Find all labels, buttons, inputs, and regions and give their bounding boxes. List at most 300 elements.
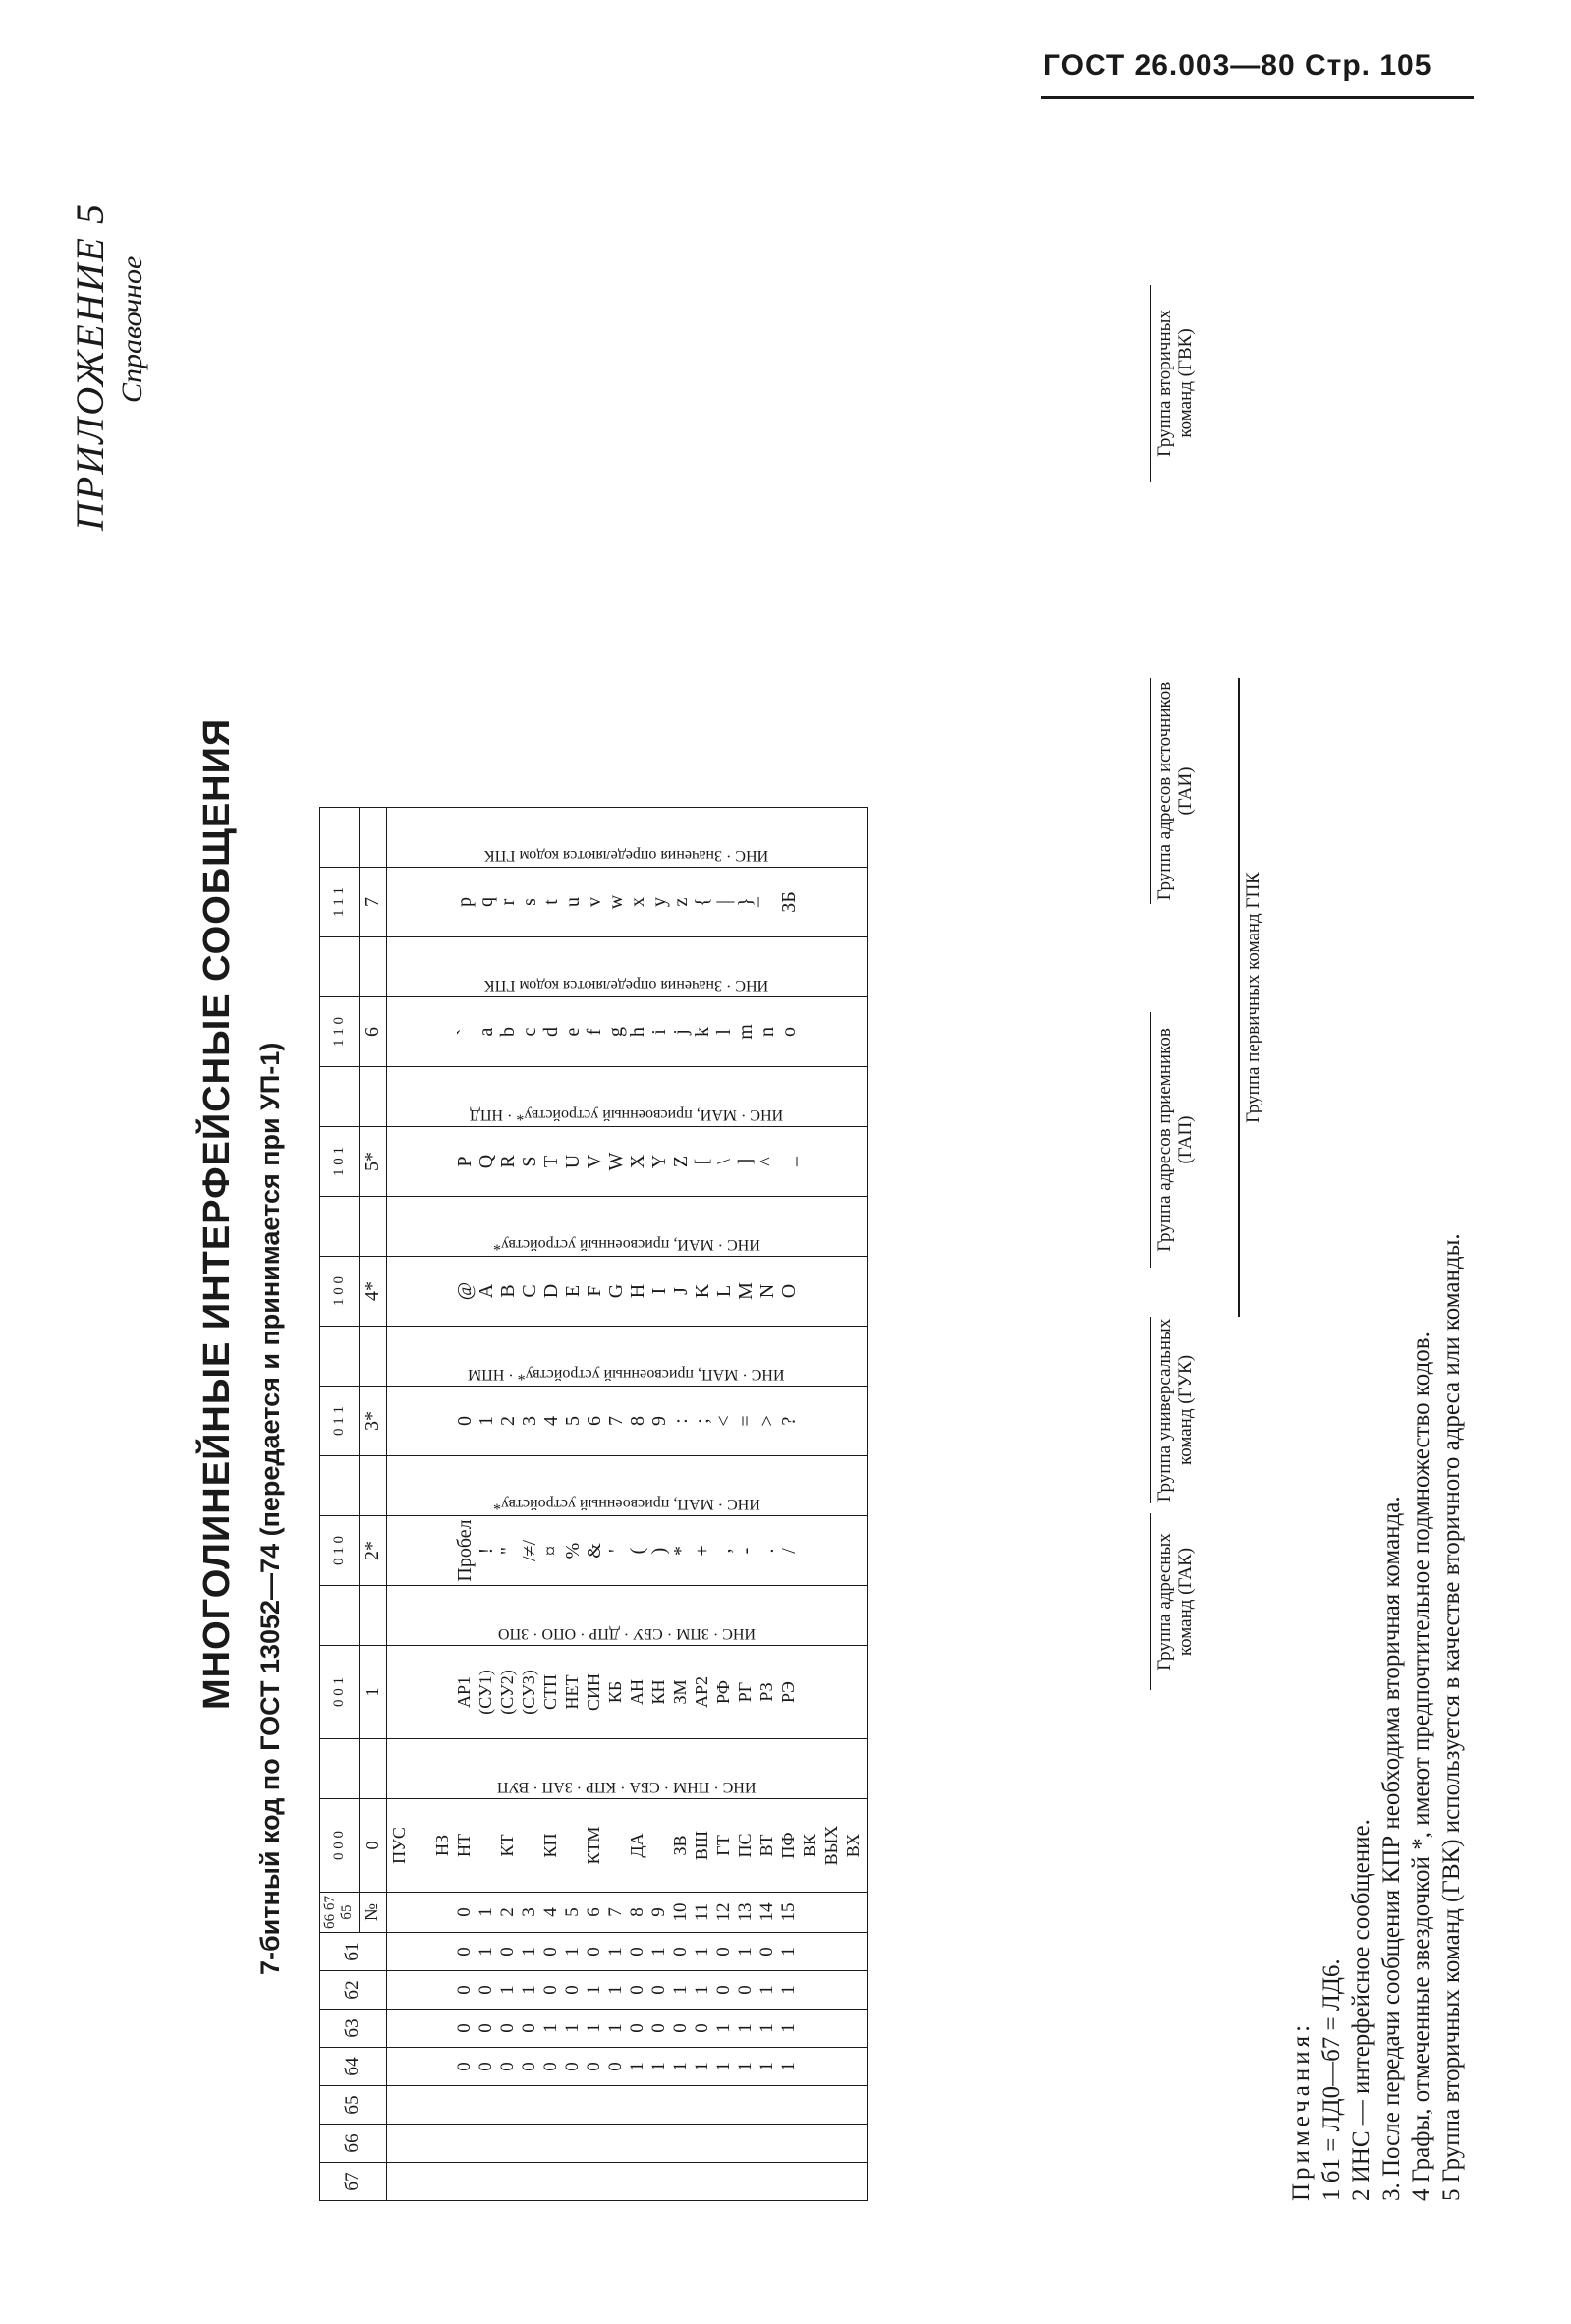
- bit-value: [692, 2089, 713, 2121]
- character-code: 1: [475, 1416, 497, 1426]
- bit-value: [476, 2127, 497, 2159]
- bit-column: [386, 1971, 867, 2010]
- bit-value: [692, 2166, 713, 2197]
- row-numbers: [386, 1893, 867, 1933]
- bit-value: [757, 2089, 778, 2121]
- command-code: НЗ: [431, 1834, 452, 1857]
- character-code: t: [539, 899, 562, 905]
- ins-text: ИНС · МАИ, присвоенный устройству* · НПД: [469, 1106, 784, 1123]
- character-code: +: [691, 1545, 713, 1557]
- bit-header: б6: [320, 2125, 387, 2163]
- group-label: Группа адресов приемников (ГАП): [1150, 1012, 1197, 1268]
- bit-value: 1: [518, 1985, 539, 1995]
- bit-value: 0: [691, 2023, 712, 2033]
- group-label: Группа универсальных команд (ГУК): [1150, 1317, 1197, 1503]
- bit-value: [670, 2166, 692, 2197]
- row-number: 2: [496, 1907, 518, 1917]
- group-labels: [1150, 118, 1287, 1690]
- character-code: D: [539, 1283, 562, 1299]
- character-code: -: [734, 1547, 757, 1555]
- bit-value: 1: [712, 2023, 734, 2033]
- column-number: [359, 1327, 386, 1387]
- group-label: Группа вторичных команд (ГВК): [1150, 285, 1197, 482]
- character-column: [386, 1387, 867, 1456]
- character-code: O: [777, 1283, 800, 1299]
- ins-column: [386, 1456, 867, 1516]
- character-code: q: [475, 897, 497, 907]
- character-code: =: [734, 1415, 757, 1427]
- ins-text: ИНС · Значения определяются кодом ГПК: [483, 977, 769, 993]
- character-code: P: [453, 1156, 476, 1167]
- column-bits: 1 1 1: [320, 868, 360, 937]
- bit-value: 0: [669, 1947, 691, 1956]
- bit-value: [627, 2089, 648, 2121]
- bit-value: 0: [604, 2062, 626, 2071]
- bit-header: б3: [320, 2010, 387, 2048]
- character-code: I: [647, 1287, 670, 1295]
- character-code: {: [691, 897, 713, 907]
- character-code: ?: [777, 1416, 800, 1426]
- character-code: p: [453, 897, 476, 907]
- character-code: @: [453, 1281, 476, 1301]
- note-item: 3. После передачи сообщения КПР необходима вторичная команда.: [1377, 1496, 1405, 2201]
- bit-value: 1: [777, 1947, 799, 1956]
- bit-value: 1: [777, 1985, 799, 1995]
- bit-value: 0: [539, 2062, 561, 2071]
- column-number: 3*: [359, 1387, 386, 1456]
- character-code: ): [647, 1547, 670, 1555]
- character-code: 8: [626, 1416, 648, 1426]
- character-code: B: [496, 1284, 519, 1298]
- bit-value: [476, 2166, 497, 2197]
- bit-column: [386, 2086, 867, 2125]
- bit-value: 1: [475, 1947, 496, 1956]
- character-code: o: [777, 1027, 800, 1037]
- column-bits: [320, 1327, 360, 1387]
- appendix-subtitle: Справочное: [116, 255, 148, 403]
- bit-value: [713, 2089, 735, 2121]
- character-code: 2: [496, 1416, 519, 1426]
- character-code: z: [669, 897, 692, 907]
- character-column: [386, 997, 867, 1067]
- bit-value: [605, 2127, 627, 2159]
- character-code: G: [604, 1283, 627, 1299]
- bit-value: 1: [583, 2023, 604, 2033]
- command-code: [411, 1802, 432, 1889]
- column-number: 0: [359, 1799, 386, 1893]
- column-bits: 0 1 0: [320, 1516, 360, 1586]
- row-number: 4: [539, 1907, 561, 1917]
- bit-value: 1: [691, 2062, 712, 2071]
- command-code: ГТ: [712, 1835, 733, 1856]
- ins-text: ИНС · ЗПМ · СБУ · ДПР · ОПО · ЗПО: [497, 1625, 756, 1642]
- character-code: !: [475, 1547, 497, 1555]
- bit-value: 0: [475, 2062, 496, 2071]
- command-code: ВШ: [691, 1830, 711, 1861]
- bit-value: [519, 2089, 540, 2121]
- bit-value: 1: [647, 1947, 669, 1956]
- bit-value: 1: [626, 2062, 647, 2071]
- command-code: КТМ: [583, 1826, 603, 1865]
- bit-value: 1: [756, 2062, 777, 2071]
- bit-value: [497, 2089, 519, 2121]
- bit-value: 0: [647, 2023, 669, 2033]
- bit-value: 0: [453, 2062, 475, 2071]
- character-column: [386, 1127, 867, 1197]
- row-number: 8: [626, 1907, 647, 1917]
- command-code: ВТ: [756, 1834, 776, 1857]
- character-code: ]: [734, 1158, 757, 1165]
- column-number: 1: [359, 1646, 386, 1739]
- command-code: ПУС: [388, 1827, 409, 1864]
- character-code: 6: [583, 1416, 605, 1426]
- character-code: F: [583, 1285, 605, 1297]
- character-code: j: [669, 1029, 692, 1035]
- bit-value: 1: [691, 1985, 712, 1995]
- column-number: [359, 1197, 386, 1257]
- bit-value: 1: [734, 1947, 756, 1956]
- command-code: [605, 1802, 627, 1889]
- character-code: ;: [691, 1418, 713, 1424]
- row-number: 15: [777, 1902, 799, 1922]
- row-number: 6: [583, 1907, 604, 1917]
- bit-value: 0: [712, 1985, 734, 1995]
- bit-header: б2: [320, 1971, 387, 2010]
- character-code: *: [669, 1546, 692, 1556]
- bit-value: 0: [496, 1947, 518, 1956]
- command-code: КН: [647, 1679, 668, 1705]
- character-code: V: [583, 1154, 605, 1169]
- bit-column: [386, 2048, 867, 2086]
- character-code: d: [539, 1027, 562, 1037]
- bit-value: 0: [539, 1947, 561, 1956]
- ins-column: [386, 808, 867, 868]
- bit-header: б5: [320, 2086, 387, 2125]
- character-code: m: [734, 1024, 757, 1040]
- character-code: /: [777, 1548, 800, 1554]
- character-code: .: [756, 1548, 778, 1554]
- character-code: s: [518, 898, 540, 906]
- character-code: ¯: [756, 897, 778, 907]
- column-number: [359, 1067, 386, 1127]
- command-code: ДА: [626, 1833, 646, 1858]
- bit-value: [735, 2089, 757, 2121]
- bit-value: [648, 2127, 670, 2159]
- command-code: АР1: [453, 1676, 474, 1709]
- bit-value: 1: [583, 1985, 604, 1995]
- bit-value: [778, 2166, 800, 2197]
- character-code: ,: [712, 1548, 735, 1554]
- bit-value: 1: [691, 1947, 712, 1956]
- bit-value: 0: [669, 2023, 691, 2033]
- bit-value: [562, 2089, 584, 2121]
- character-code: 3: [518, 1416, 540, 1426]
- character-code: r: [496, 898, 519, 906]
- bit-value: 0: [561, 2062, 583, 2071]
- character-code: <: [712, 1415, 735, 1427]
- row-number: 9: [647, 1907, 669, 1917]
- bit-value: [735, 2127, 757, 2159]
- ins-text: ИНС · МАИ, присвоенный устройству*: [492, 1236, 760, 1253]
- bit-value: [713, 2127, 735, 2159]
- bit-value: [735, 2166, 757, 2197]
- table-row: [386, 808, 867, 2201]
- bit-value: 0: [496, 2062, 518, 2071]
- character-code: %: [561, 1542, 584, 1559]
- character-code: b: [496, 1027, 519, 1037]
- note-item: 5 Группа вторичных команд (ГВК) используется в качестве вторичного адреса или команды.: [1437, 1233, 1465, 2201]
- character-code: ': [604, 1549, 627, 1553]
- character-code: u: [561, 897, 584, 907]
- character-code: 4: [539, 1416, 562, 1426]
- bit-value: 0: [496, 2023, 518, 2033]
- bit-value: [627, 2166, 648, 2197]
- bit-value: 1: [756, 2023, 777, 2033]
- character-code: _: [777, 1157, 800, 1166]
- bit-value: 1: [777, 2062, 799, 2071]
- page-reference: ГОСТ 26.003—80 Стр. 105: [1043, 49, 1432, 82]
- command-code: [648, 1802, 670, 1889]
- character-code: 5: [561, 1416, 584, 1426]
- bit-value: [605, 2089, 627, 2121]
- character-code: J: [669, 1287, 692, 1295]
- command-code: (СУ2): [496, 1670, 517, 1715]
- bit-value: 1: [561, 2023, 583, 2033]
- command-code: ВХ: [842, 1833, 863, 1858]
- character-code: ": [496, 1546, 519, 1556]
- column-number: 4*: [359, 1257, 386, 1327]
- bit-value: [584, 2166, 605, 2197]
- character-code: M: [734, 1282, 757, 1300]
- bit-value: [713, 2166, 735, 2197]
- character-column: [386, 868, 867, 937]
- ins-column: [386, 1327, 867, 1387]
- ins-text: ИНС · МАП, присвоенный устройству* · НПМ: [468, 1366, 785, 1383]
- character-code: 7: [604, 1416, 627, 1426]
- character-code: e: [561, 1027, 584, 1037]
- command-code: ПС: [734, 1833, 755, 1858]
- command-code: ЗМ: [669, 1679, 690, 1705]
- notes-label: Примечания:: [1288, 2020, 1315, 2201]
- command-code: [476, 1802, 497, 1889]
- command-column: [386, 1646, 867, 1739]
- character-column: [386, 1257, 867, 1327]
- character-code: (: [626, 1547, 648, 1555]
- command-code: СТП: [539, 1674, 560, 1710]
- character-code: K: [691, 1283, 713, 1299]
- bit-value: [778, 2127, 800, 2159]
- character-code: 0: [453, 1416, 476, 1426]
- character-code: Y: [647, 1154, 670, 1169]
- note-item: 2 ИНС — интерфейсное сообщение.: [1348, 1819, 1375, 2201]
- bit-value: 1: [561, 1947, 583, 1956]
- bit-value: 0: [626, 1947, 647, 1956]
- rotated-page-content: [59, 88, 1465, 2201]
- bit-value: [497, 2166, 519, 2197]
- command-code: АН: [626, 1679, 646, 1705]
- column-bits: 0 0 1: [320, 1646, 360, 1739]
- bit-value: 0: [626, 2023, 647, 2033]
- bit-column: [386, 1933, 867, 1971]
- bit-value: 1: [712, 2062, 734, 2071]
- character-code: A: [475, 1283, 497, 1299]
- character-code: N: [756, 1283, 778, 1299]
- row-number: 0: [453, 1907, 475, 1917]
- bit-value: 1: [647, 2062, 669, 2071]
- ins-text: ИНС · ПНМ · СБА · КПР · ЗАП · ВУП: [496, 1779, 757, 1795]
- command-code: (СУ1): [475, 1670, 495, 1715]
- character-code: Z: [669, 1155, 692, 1168]
- column-number: [359, 1586, 386, 1646]
- character-code: v: [583, 897, 605, 907]
- column-bits: [320, 1586, 360, 1646]
- command-code: [519, 1802, 540, 1889]
- character-code: g: [604, 1027, 627, 1037]
- column-bits: 0 0 0: [320, 1799, 360, 1893]
- number-label: №: [359, 1893, 386, 1933]
- command-code: ВЫХ: [820, 1825, 841, 1866]
- column-bits: 1 0 0: [320, 1257, 360, 1327]
- command-code: РФ: [712, 1680, 733, 1704]
- character-code: /≠/: [518, 1539, 540, 1562]
- command-code: СИН: [583, 1673, 603, 1712]
- column-bits: [320, 1739, 360, 1799]
- row-number: 3: [518, 1907, 539, 1917]
- row-number: 1: [475, 1907, 496, 1917]
- bit-value: 0: [475, 2023, 496, 2033]
- character-code: h: [626, 1027, 648, 1037]
- group-label: Группа первичных команд ГПК: [1238, 678, 1264, 1317]
- command-code: КП: [539, 1833, 560, 1858]
- column-bits: [320, 937, 360, 997]
- character-code: n: [756, 1027, 778, 1037]
- character-code: E: [561, 1284, 584, 1298]
- bit-value: [540, 2089, 562, 2121]
- character-code: \: [712, 1159, 735, 1164]
- character-code: R: [496, 1155, 519, 1168]
- column-number: 6: [359, 997, 386, 1067]
- bit-value: 0: [712, 1947, 734, 1956]
- column-number: 7: [359, 868, 386, 937]
- code-table: [319, 807, 868, 2201]
- row-number: 14: [756, 1902, 777, 1922]
- bit-value: 0: [734, 1985, 756, 1995]
- appendix-title: ПРИЛОЖЕНИЕ 5: [68, 202, 112, 531]
- bit-value: [540, 2166, 562, 2197]
- bit-value: [670, 2127, 692, 2159]
- bit-value: 1: [669, 2062, 691, 2071]
- character-code: L: [712, 1284, 735, 1298]
- command-code: КБ: [604, 1680, 625, 1704]
- ins-column: [386, 1739, 867, 1799]
- bit-value: 1: [756, 1985, 777, 1995]
- bit-value: [757, 2127, 778, 2159]
- character-code: ^: [756, 1157, 778, 1166]
- bit-header: б4: [320, 2048, 387, 2086]
- character-code: C: [518, 1284, 540, 1298]
- character-code: ¤: [539, 1546, 562, 1556]
- bit-value: [454, 2127, 476, 2159]
- bit-column: [386, 2125, 867, 2163]
- ins-column: [386, 1197, 867, 1257]
- command-column: [386, 1799, 867, 1893]
- bit-value: [778, 2089, 800, 2121]
- bit-value: 0: [647, 1985, 669, 1995]
- column-bits: 0 1 1: [320, 1387, 360, 1456]
- bit-value: 0: [539, 1985, 561, 1995]
- bit-value: [670, 2089, 692, 2121]
- character-code: i: [647, 1029, 670, 1035]
- command-code: АР2: [691, 1676, 711, 1709]
- character-code: Q: [475, 1154, 497, 1169]
- row-number: 5: [561, 1907, 583, 1917]
- ins-column: [386, 1067, 867, 1127]
- ins-text: ИНС · МАП, присвоенный устройству*: [492, 1496, 760, 1512]
- notes: [1287, 1233, 1467, 2201]
- bit-value: [584, 2127, 605, 2159]
- bit-value: [562, 2166, 584, 2197]
- character-code: w: [604, 894, 627, 910]
- column-bits: 1 0 1: [320, 1127, 360, 1197]
- bit-value: [562, 2127, 584, 2159]
- character-code: `: [453, 1028, 476, 1036]
- character-code: f: [583, 1028, 605, 1036]
- column-bits: [320, 1456, 360, 1516]
- character-code: Пробел: [453, 1519, 476, 1582]
- character-code: |: [712, 900, 735, 905]
- column-bits-label: б6 б7 б5: [320, 1893, 360, 1933]
- column-bits: [320, 1197, 360, 1257]
- bit-value: 0: [518, 2023, 539, 2033]
- bit-value: [648, 2089, 670, 2121]
- column-number: [359, 937, 386, 997]
- bit-value: 0: [561, 1985, 583, 1995]
- bit-value: [540, 2127, 562, 2159]
- document-subtitle: 7-битный код по ГОСТ 13052—74 (передается и принимается при УП-1): [255, 1042, 285, 1975]
- character-code: :: [669, 1418, 692, 1424]
- bit-value: [476, 2089, 497, 2121]
- command-code: ВК: [799, 1834, 819, 1858]
- command-code: (СУ3): [518, 1670, 538, 1715]
- character-code: ЗБ: [777, 891, 800, 913]
- bit-value: [757, 2166, 778, 2197]
- column-number: [359, 1456, 386, 1516]
- command-code: КТ: [496, 1834, 517, 1857]
- bit-value: 1: [734, 2062, 756, 2071]
- row-number: 10: [669, 1902, 691, 1922]
- bit-value: 0: [453, 1985, 475, 1995]
- note-item: 1 б1 = ЛД0—б7 = ЛД6.: [1318, 1958, 1345, 2201]
- bit-value: [627, 2127, 648, 2159]
- character-code: U: [561, 1154, 584, 1169]
- bit-value: 1: [604, 1985, 626, 1995]
- table-body: [386, 808, 867, 2201]
- bit-value: 1: [539, 2023, 561, 2033]
- table-header-bits: [320, 808, 360, 2201]
- ins-column: [386, 937, 867, 997]
- character-code: l: [712, 1029, 735, 1035]
- character-code: &: [583, 1543, 605, 1559]
- row-number: 13: [734, 1902, 756, 1922]
- command-code: НТ: [453, 1834, 474, 1857]
- character-code: W: [604, 1152, 627, 1171]
- character-code: T: [539, 1155, 562, 1168]
- column-bits: 1 1 0: [320, 997, 360, 1067]
- document-title: МНОГОЛИНЕЙНЫЕ ИНТЕРФЕЙСНЫЕ СООБЩЕНИЯ: [196, 717, 238, 1710]
- character-code: X: [626, 1154, 648, 1169]
- bit-value: 1: [604, 2023, 626, 2033]
- bit-value: 0: [626, 1985, 647, 1995]
